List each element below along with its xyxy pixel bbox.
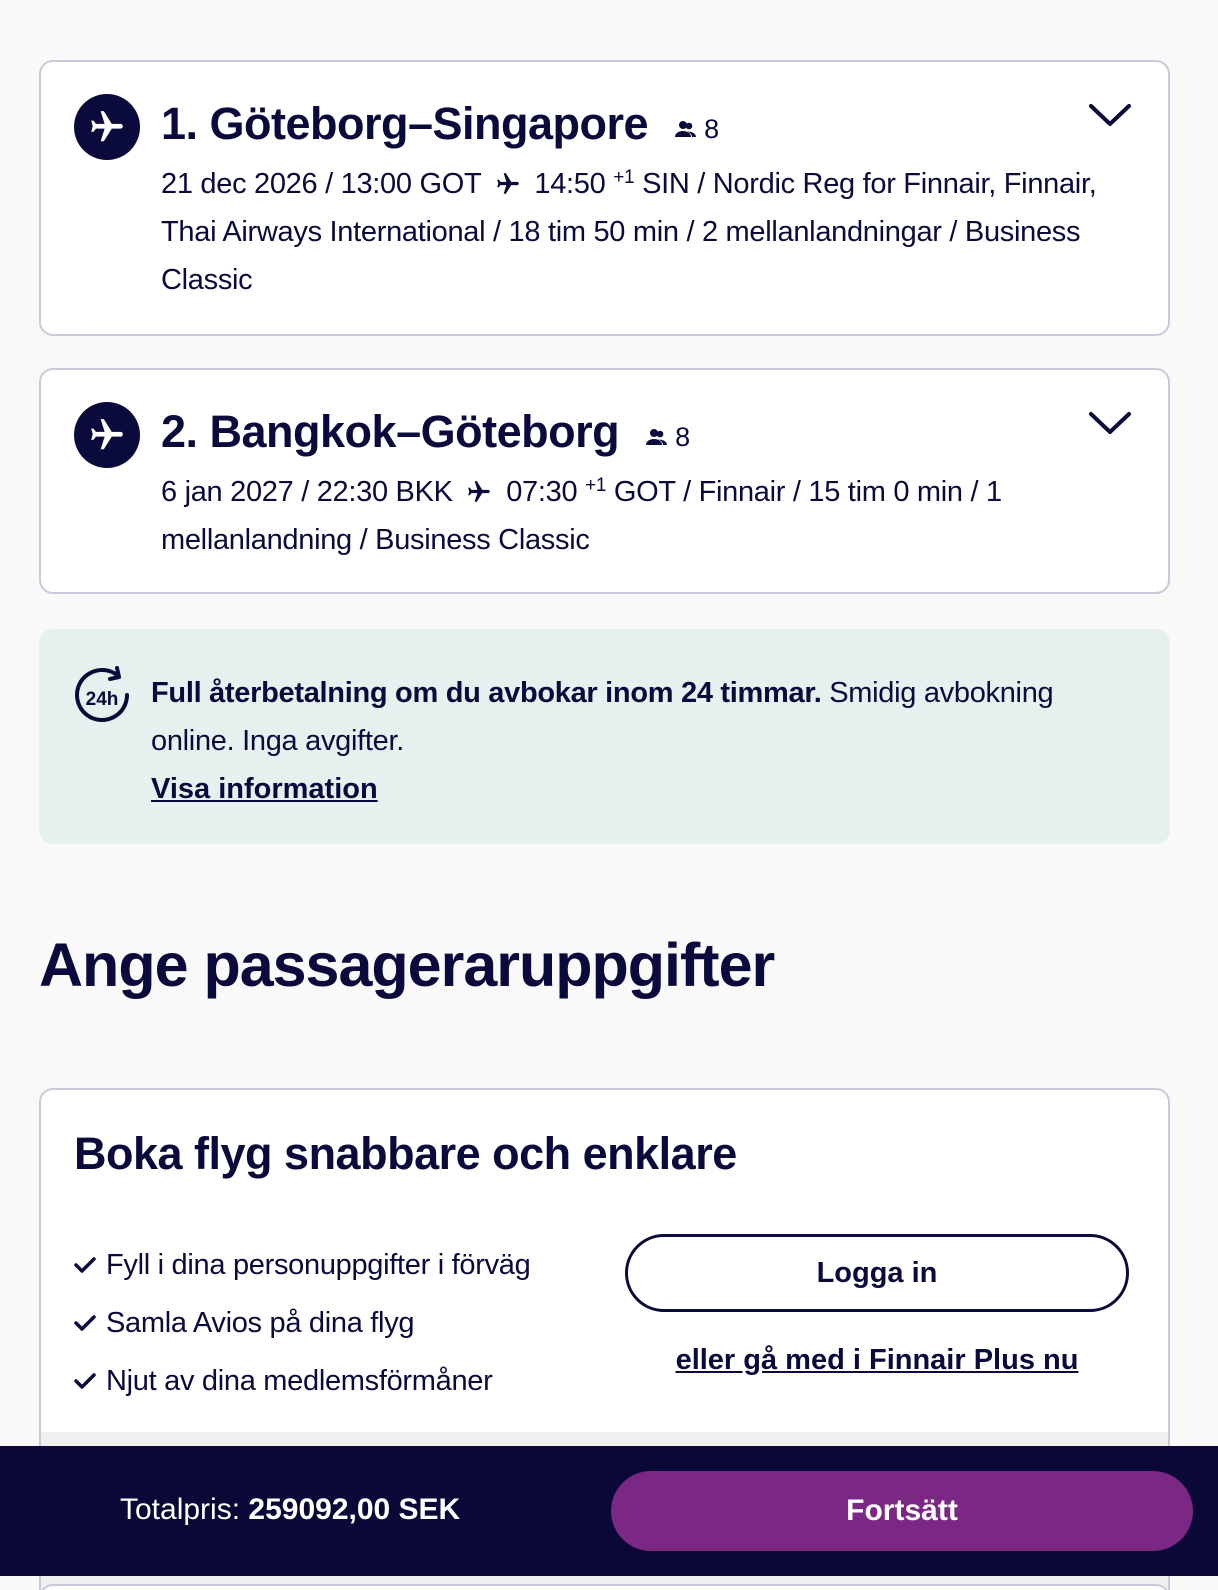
refund-info-box: [39, 629, 1170, 844]
continue-button[interactable]: Fortsätt: [611, 1471, 1193, 1551]
next-card-edge: [39, 1584, 1170, 1590]
page-title: Ange passageraruppgifter: [39, 931, 775, 999]
show-information-link[interactable]: Visa information: [151, 773, 378, 805]
login-card-title: Boka flyg snabbare och enklare: [74, 1128, 737, 1179]
login-button[interactable]: Logga in: [625, 1234, 1129, 1312]
refund-icon-label: 24h: [85, 689, 119, 710]
benefits-list: [74, 1236, 530, 1410]
arrow-plane-icon: [493, 171, 523, 197]
arrow-plane-icon: [464, 479, 494, 505]
flight-title: [161, 98, 719, 150]
chevron-down-icon[interactable]: [1088, 102, 1132, 135]
chevron-down-icon[interactable]: [1088, 410, 1132, 443]
checkmark-icon: [74, 1314, 96, 1332]
join-finnair-plus-link[interactable]: eller gå med i Finnair Plus nu: [675, 1344, 1079, 1376]
passenger-count: 8: [674, 114, 719, 145]
refund-text: Full återbetalning om du avbokar inom 24 timmar. Smidig avbokning online. Inga avgifter.: [151, 677, 1054, 757]
benefit-item: Njut av dina medlemsförmåner: [74, 1352, 530, 1410]
checkmark-icon: [74, 1372, 96, 1390]
bottom-price-bar: [0, 1446, 1218, 1576]
passengers-icon: [674, 119, 698, 139]
passenger-count: 8: [645, 422, 690, 453]
plane-icon: [74, 94, 140, 160]
flight-route: 2. Bangkok–Göteborg: [161, 406, 620, 457]
flight-details: 6 jan 2027 / 22:30 BKK 07:30 $^{+1}$ GOT / Finnair / 15 tim 0 min / 1 mellanlandning / Business Classic: [161, 475, 1002, 556]
flight-route: 1. Göteborg–Singapore: [161, 98, 649, 149]
benefit-item: Fyll i dina personuppgifter i förväg: [74, 1236, 530, 1294]
benefit-item: Samla Avios på dina flyg: [74, 1294, 530, 1352]
checkmark-icon: [74, 1256, 96, 1274]
flight-card-2[interactable]: [39, 368, 1170, 594]
total-price: Totalpris: 259092,00 SEK: [120, 1493, 461, 1526]
total-price-value: 259092,00 SEK: [248, 1493, 461, 1526]
flight-card-1[interactable]: [39, 60, 1170, 336]
passengers-icon: [645, 427, 669, 447]
refund-24h-icon: [73, 665, 137, 734]
flight-details: 21 dec 2026 / 13:00 GOT 14:50 $^{+1}$ SIN / Nordic Reg for Finnair, Finnair, Thai Airways International / 18 tim 50 min / 2 mellanlandningar / Business Classic: [161, 167, 1097, 296]
flight-title: [161, 406, 690, 458]
plane-icon: [74, 402, 140, 468]
